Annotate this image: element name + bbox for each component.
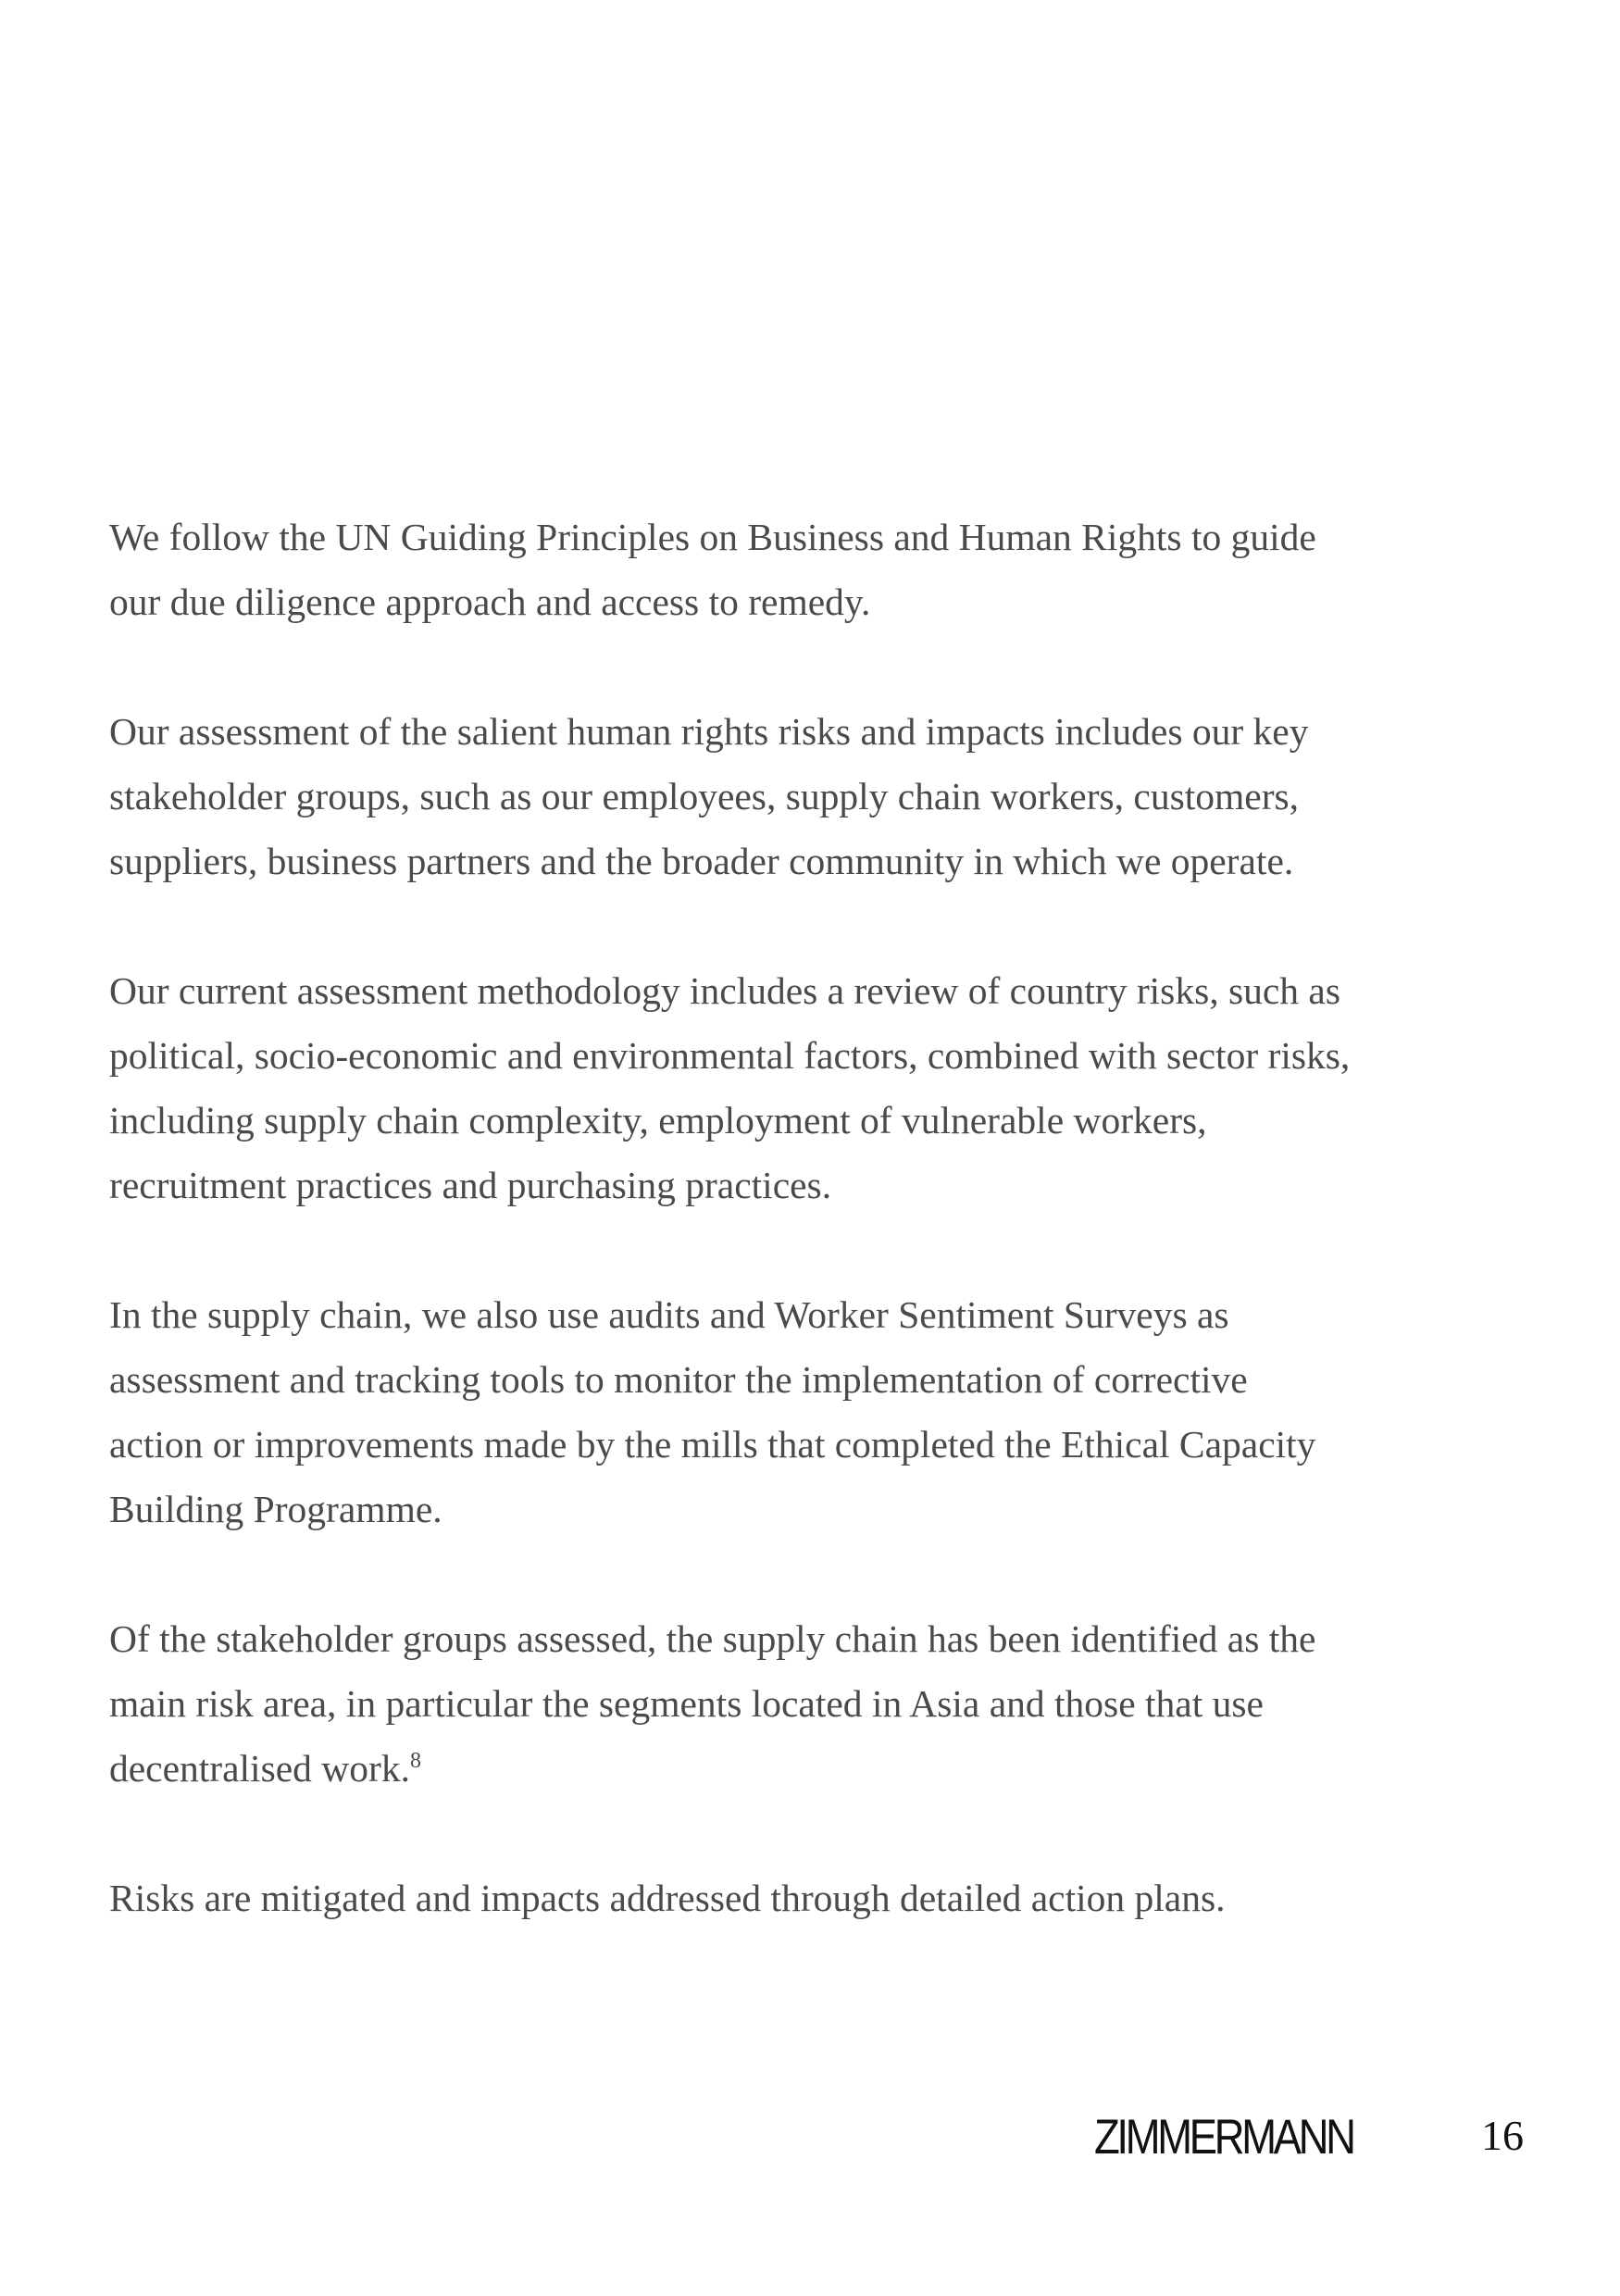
brand-wordmark: ZIMMERMANN [1094,2110,1353,2165]
paragraph-assessment-stakeholders [109,699,1498,893]
paragraph-supply-chain-audits [109,1282,1498,1541]
paragraph-un-guiding-principles [109,505,1498,634]
text-line: assessment and tracking tools to monitor the implementation of corrective [109,1358,1248,1401]
text-line: Building Programme. [109,1488,442,1530]
text-line: Risks are mitigated and impacts addressed through detailed action plans. [109,1877,1226,1919]
text-line-with-footnote [109,1736,1498,1801]
text-line: action or improvements made by the mills that completed the Ethical Capacity [109,1423,1316,1466]
text-line: recruitment practices and purchasing practices. [109,1164,832,1206]
footnote-reference[interactable]: 8 [409,1749,421,1774]
text-line: suppliers, business partners and the broader community in which we operate. [109,840,1294,882]
page-number: 16 [1481,2112,1524,2159]
text-line: main risk area, in particular the segments located in Asia and those that use [109,1682,1264,1725]
text-line: Of the stakeholder groups assessed, the supply chain has been identified as the [109,1617,1316,1660]
text-line: stakeholder groups, such as our employees, supply chain workers, customers, [109,775,1300,817]
text-line: Our current assessment methodology includes a review of country risks, such as [109,969,1340,1012]
paragraph-risk-mitigation [109,1866,1498,1930]
paragraph-assessment-methodology [109,958,1498,1217]
body-text [109,505,1498,1930]
text-line: political, socio-economic and environmental factors, combined with sector risks, [109,1034,1351,1077]
text-line: our due diligence approach and access to remedy. [109,580,871,623]
text-line: We follow the UN Guiding Principles on Business and Human Rights to guide [109,516,1316,558]
text-line: including supply chain complexity, employment of vulnerable workers, [109,1099,1207,1142]
text-line: In the supply chain, we also use audits and Worker Sentiment Surveys as [109,1293,1229,1336]
text-line: Our assessment of the salient human rights risks and impacts includes our key [109,710,1309,753]
paragraph-main-risk-area [109,1606,1498,1801]
text-line: decentralised work. [109,1747,410,1790]
